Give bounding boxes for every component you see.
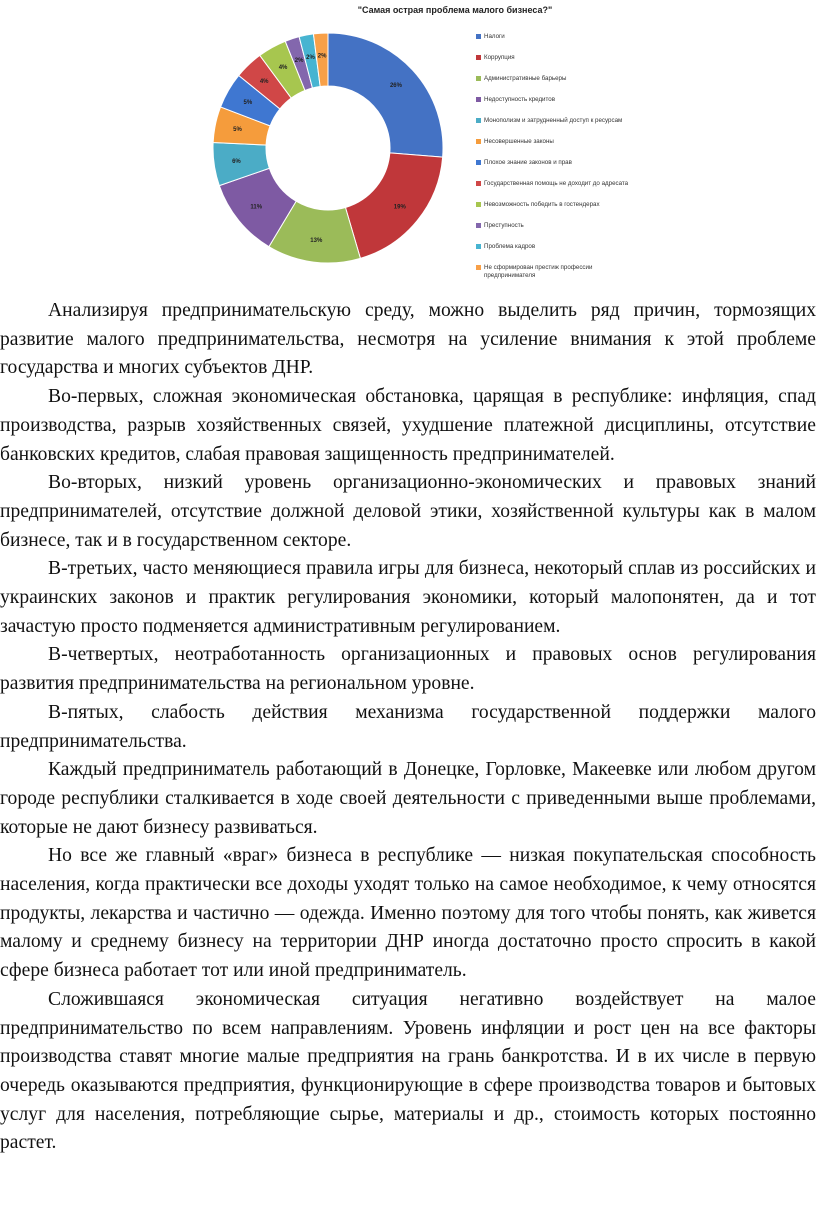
paragraph: Во-вторых, низкий уровень организационно-экономических и правовых знаний предпринимателей, отсутствие должной деловой этики, хозяйственной культуры как в малом бизнесе, так и в государственном секторе.: [0, 472, 816, 551]
paragraph: Но все же главный «враг» бизнеса в республике — низкая покупательская способность населения, когда практически все доходы уходят только на самое необходимое, к чему относятся продукты, лекарства и частично — одежда. Именно поэтому для того чтобы понять, как живется малому и среднему бизнесу на территории ДНР иногда достаточно просто спросить в какой сфере бизнеса работает тот или иной предприниматель.: [0, 845, 816, 982]
paragraph: В-четвертых, неотработанность организационных и правовых основ регулирования развития предпринимательства на региональном уровне.: [0, 644, 816, 695]
legend-item: [476, 54, 676, 75]
chart-legend: [476, 33, 676, 285]
paragraph: Во-первых, сложная экономическая обстановка, царящая в республике: инфляция, спад производства, разрыв хозяйственных связей, ухудшение платежной дисциплины, отсутствие банковских кредитов, слабая правовая защищенность предпринимателей.: [0, 386, 816, 465]
legend-item: [476, 138, 676, 159]
paragraph: Сложившаяся экономическая ситуация негативно воздействует на малое предпринимательство по всем направлениям. Уровень инфляции и рост цен на все факторы производства ставят многие малые предприятия на грань банкротства. И в их числе в первую очередь оказываются предприятия, функционирующие в сфере производства товаров и бытовых услуг для населения, потребляющие сырье, материалы и др., стоимость которых постоянно растет.: [0, 988, 816, 1154]
legend-swatch: [476, 202, 481, 207]
legend-item: [476, 96, 676, 117]
document-body: [0, 297, 816, 1158]
legend-item: [476, 75, 676, 96]
legend-label: Плохое знание законов и прав: [484, 159, 572, 166]
slice-label: 4%: [259, 79, 269, 86]
slice-label: 4%: [278, 65, 288, 72]
legend-label: Проблема кадров: [484, 243, 536, 250]
slice-label: 13%: [310, 237, 323, 244]
slice-label: 5%: [233, 127, 242, 134]
slice-label: 2%: [306, 55, 315, 62]
legend-label: Невозможность победить в гостендерах: [484, 201, 600, 208]
legend-item: [476, 264, 676, 285]
slice-label: 11%: [250, 204, 263, 211]
legend-label: Преступность: [484, 222, 524, 229]
legend-item: [476, 180, 676, 201]
slice-label: 6%: [232, 159, 241, 166]
legend-label: Недоступность кредитов: [484, 96, 556, 103]
legend-label: Государственная помощь не доходит до адресата: [484, 180, 629, 187]
legend-label: Налоги: [484, 33, 505, 40]
legend-swatch: [476, 244, 481, 249]
slice-label: 5%: [243, 99, 253, 106]
legend-item: [476, 33, 676, 54]
legend-item: [476, 222, 676, 243]
paragraph: Анализируя предпринимательскую среду, можно выделить ряд причин, тормозящих развитие малого предпринимательства, несмотря на усиление внимания к этой проблеме государства и многих субъектов ДНР.: [0, 300, 816, 379]
legend-swatch: [476, 97, 481, 102]
legend-label: Несовершенные законы: [484, 138, 554, 145]
legend-item: [476, 159, 676, 180]
paragraph: В-третьих, часто меняющиеся правила игры для бизнеса, некоторый сплав из российских и украинских законов и практик регулирования экономики, который малопонятен, да и тот зачастую просто подменяется административным регулированием.: [0, 558, 816, 637]
legend-swatch: [476, 55, 481, 60]
legend-swatch: [476, 223, 481, 228]
legend-swatch: [476, 265, 481, 270]
legend-item: [476, 243, 676, 264]
legend-swatch: [476, 139, 481, 144]
legend-swatch: [476, 160, 481, 165]
legend-swatch: [476, 118, 481, 123]
legend-label: Коррупция: [484, 54, 515, 61]
slice-label: 2%: [294, 58, 304, 65]
legend-label: Монополизм и затрудненный доступ к ресурсам: [484, 117, 623, 124]
legend-swatch: [476, 34, 481, 39]
slice-label: 26%: [389, 83, 402, 90]
legend-label: Административные барьеры: [484, 75, 567, 82]
legend-item: [476, 117, 676, 138]
paragraph: В-пятых, слабость действия механизма государственной поддержки малого предпринимательства.: [0, 701, 816, 752]
paragraph: Каждый предприниматель работающий в Донецке, Горловке, Макеевке или любом другом городе республики сталкивается в ходе своей деятельности с приведенными выше проблемами, которые не дают бизнесу развиваться.: [0, 759, 816, 838]
legend-item: [476, 201, 676, 222]
slice-label: 2%: [317, 53, 327, 60]
chart-title: "Самая острая проблема малого бизнеса?": [357, 5, 553, 15]
legend-swatch: [476, 76, 481, 81]
slice-label: 19%: [393, 204, 406, 211]
pie-slice: [328, 33, 443, 157]
legend-label: Не сформирован престиж профессии предпринимателя: [484, 264, 593, 279]
legend-swatch: [476, 181, 481, 186]
